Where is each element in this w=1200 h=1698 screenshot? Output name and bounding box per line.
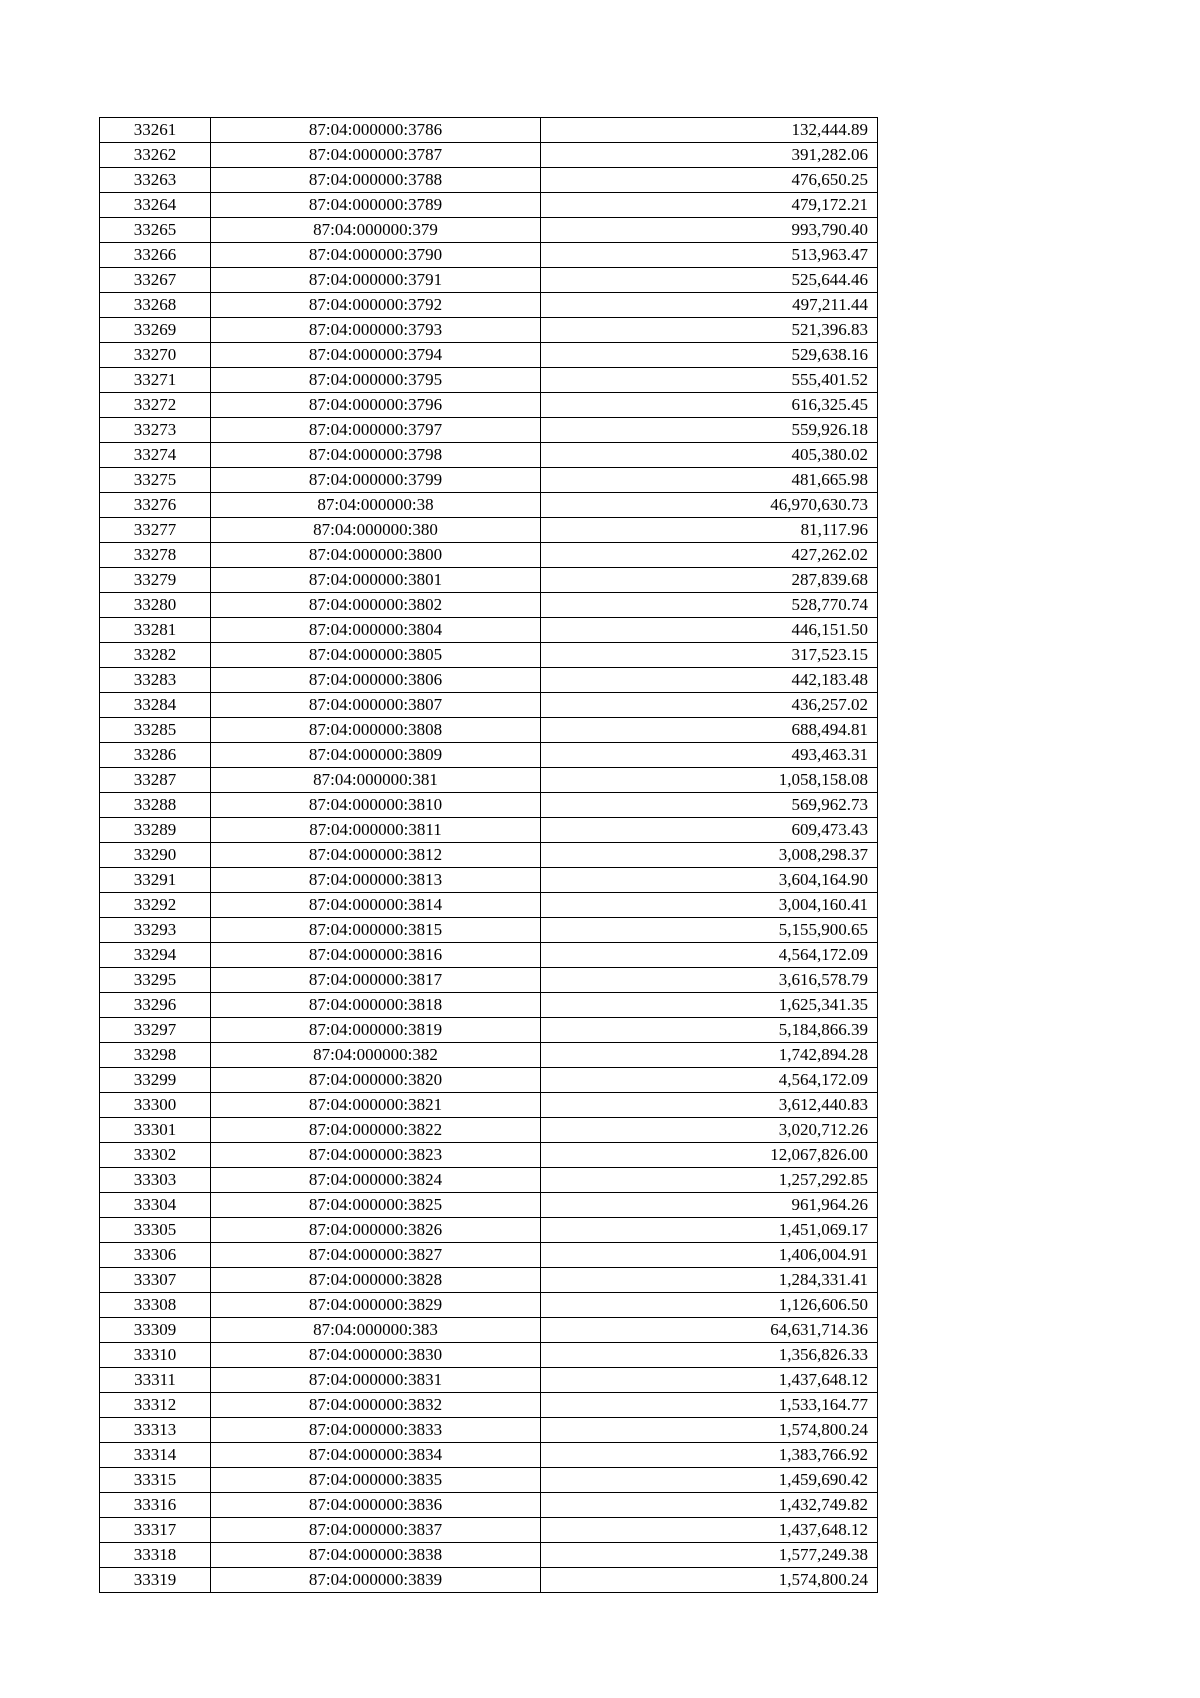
row-number-cell: 33288 bbox=[100, 793, 211, 818]
cadastral-value-cell: 1,533,164.77 bbox=[541, 1393, 878, 1418]
row-number-cell: 33270 bbox=[100, 343, 211, 368]
cadastral-number-cell: 87:04:000000:3836 bbox=[211, 1493, 541, 1518]
row-number-cell: 33280 bbox=[100, 593, 211, 618]
cadastral-value-cell: 81,117.96 bbox=[541, 518, 878, 543]
table-row bbox=[100, 643, 878, 668]
cadastral-number-cell: 87:04:000000:3796 bbox=[211, 393, 541, 418]
table-row bbox=[100, 1368, 878, 1393]
cadastral-value-cell: 3,008,298.37 bbox=[541, 843, 878, 868]
cadastral-value-cell: 405,380.02 bbox=[541, 443, 878, 468]
table-row bbox=[100, 818, 878, 843]
row-number-cell: 33275 bbox=[100, 468, 211, 493]
cadastral-value-table bbox=[99, 117, 878, 1593]
table-row bbox=[100, 1143, 878, 1168]
row-number-cell: 33299 bbox=[100, 1068, 211, 1093]
cadastral-value-cell: 476,650.25 bbox=[541, 168, 878, 193]
cadastral-number-cell: 87:04:000000:3815 bbox=[211, 918, 541, 943]
cadastral-number-cell: 87:04:000000:3833 bbox=[211, 1418, 541, 1443]
row-number-cell: 33294 bbox=[100, 943, 211, 968]
cadastral-number-cell: 87:04:000000:38 bbox=[211, 493, 541, 518]
cadastral-value-cell: 1,625,341.35 bbox=[541, 993, 878, 1018]
row-number-cell: 33291 bbox=[100, 868, 211, 893]
cadastral-value-cell: 1,742,894.28 bbox=[541, 1043, 878, 1068]
cadastral-value-cell: 132,444.89 bbox=[541, 118, 878, 143]
cadastral-number-cell: 87:04:000000:3821 bbox=[211, 1093, 541, 1118]
table-row bbox=[100, 1518, 878, 1543]
row-number-cell: 33268 bbox=[100, 293, 211, 318]
cadastral-number-cell: 87:04:000000:3798 bbox=[211, 443, 541, 468]
table-row bbox=[100, 1043, 878, 1068]
table-row bbox=[100, 468, 878, 493]
cadastral-number-cell: 87:04:000000:3810 bbox=[211, 793, 541, 818]
cadastral-number-cell: 87:04:000000:3838 bbox=[211, 1543, 541, 1568]
table-row bbox=[100, 618, 878, 643]
row-number-cell: 33311 bbox=[100, 1368, 211, 1393]
row-number-cell: 33283 bbox=[100, 668, 211, 693]
row-number-cell: 33305 bbox=[100, 1218, 211, 1243]
table-row bbox=[100, 1243, 878, 1268]
row-number-cell: 33278 bbox=[100, 543, 211, 568]
cadastral-number-cell: 87:04:000000:3814 bbox=[211, 893, 541, 918]
row-number-cell: 33304 bbox=[100, 1193, 211, 1218]
table-row bbox=[100, 943, 878, 968]
cadastral-value-cell: 529,638.16 bbox=[541, 343, 878, 368]
table-row bbox=[100, 518, 878, 543]
cadastral-number-cell: 87:04:000000:3816 bbox=[211, 943, 541, 968]
table-row bbox=[100, 1218, 878, 1243]
cadastral-value-cell: 481,665.98 bbox=[541, 468, 878, 493]
cadastral-number-cell: 87:04:000000:3786 bbox=[211, 118, 541, 143]
row-number-cell: 33307 bbox=[100, 1268, 211, 1293]
table-row bbox=[100, 1193, 878, 1218]
cadastral-value-cell: 5,155,900.65 bbox=[541, 918, 878, 943]
cadastral-value-cell: 521,396.83 bbox=[541, 318, 878, 343]
table-row bbox=[100, 1543, 878, 1568]
cadastral-value-cell: 1,432,749.82 bbox=[541, 1493, 878, 1518]
row-number-cell: 33316 bbox=[100, 1493, 211, 1518]
cadastral-number-cell: 87:04:000000:3806 bbox=[211, 668, 541, 693]
cadastral-value-cell: 1,284,331.41 bbox=[541, 1268, 878, 1293]
cadastral-value-cell: 479,172.21 bbox=[541, 193, 878, 218]
table-row bbox=[100, 1093, 878, 1118]
cadastral-value-cell: 497,211.44 bbox=[541, 293, 878, 318]
row-number-cell: 33314 bbox=[100, 1443, 211, 1468]
row-number-cell: 33284 bbox=[100, 693, 211, 718]
cadastral-number-cell: 87:04:000000:3793 bbox=[211, 318, 541, 343]
cadastral-number-cell: 87:04:000000:3829 bbox=[211, 1293, 541, 1318]
table-body bbox=[100, 118, 878, 1593]
row-number-cell: 33298 bbox=[100, 1043, 211, 1068]
table-row bbox=[100, 1168, 878, 1193]
table-row bbox=[100, 1318, 878, 1343]
row-number-cell: 33264 bbox=[100, 193, 211, 218]
table-row bbox=[100, 1068, 878, 1093]
row-number-cell: 33313 bbox=[100, 1418, 211, 1443]
table-row bbox=[100, 368, 878, 393]
cadastral-number-cell: 87:04:000000:3826 bbox=[211, 1218, 541, 1243]
cadastral-number-cell: 87:04:000000:3828 bbox=[211, 1268, 541, 1293]
row-number-cell: 33292 bbox=[100, 893, 211, 918]
cadastral-number-cell: 87:04:000000:3802 bbox=[211, 593, 541, 618]
cadastral-number-cell: 87:04:000000:3822 bbox=[211, 1118, 541, 1143]
cadastral-number-cell: 87:04:000000:3800 bbox=[211, 543, 541, 568]
row-number-cell: 33308 bbox=[100, 1293, 211, 1318]
cadastral-value-cell: 436,257.02 bbox=[541, 693, 878, 718]
cadastral-number-cell: 87:04:000000:3792 bbox=[211, 293, 541, 318]
row-number-cell: 33267 bbox=[100, 268, 211, 293]
cadastral-value-cell: 993,790.40 bbox=[541, 218, 878, 243]
table-row bbox=[100, 568, 878, 593]
table-row bbox=[100, 493, 878, 518]
row-number-cell: 33266 bbox=[100, 243, 211, 268]
cadastral-value-cell: 427,262.02 bbox=[541, 543, 878, 568]
cadastral-number-cell: 87:04:000000:3789 bbox=[211, 193, 541, 218]
table-row bbox=[100, 318, 878, 343]
cadastral-value-cell: 1,451,069.17 bbox=[541, 1218, 878, 1243]
cadastral-number-cell: 87:04:000000:379 bbox=[211, 218, 541, 243]
table-row bbox=[100, 743, 878, 768]
cadastral-value-cell: 1,574,800.24 bbox=[541, 1418, 878, 1443]
cadastral-value-cell: 569,962.73 bbox=[541, 793, 878, 818]
row-number-cell: 33297 bbox=[100, 1018, 211, 1043]
cadastral-value-cell: 525,644.46 bbox=[541, 268, 878, 293]
cadastral-value-cell: 1,406,004.91 bbox=[541, 1243, 878, 1268]
row-number-cell: 33290 bbox=[100, 843, 211, 868]
row-number-cell: 33293 bbox=[100, 918, 211, 943]
cadastral-number-cell: 87:04:000000:3809 bbox=[211, 743, 541, 768]
cadastral-value-cell: 12,067,826.00 bbox=[541, 1143, 878, 1168]
cadastral-value-cell: 1,356,826.33 bbox=[541, 1343, 878, 1368]
cadastral-value-cell: 1,257,292.85 bbox=[541, 1168, 878, 1193]
cadastral-value-cell: 3,004,160.41 bbox=[541, 893, 878, 918]
cadastral-value-cell: 688,494.81 bbox=[541, 718, 878, 743]
cadastral-number-cell: 87:04:000000:3795 bbox=[211, 368, 541, 393]
row-number-cell: 33315 bbox=[100, 1468, 211, 1493]
row-number-cell: 33281 bbox=[100, 618, 211, 643]
cadastral-value-cell: 961,964.26 bbox=[541, 1193, 878, 1218]
cadastral-value-cell: 317,523.15 bbox=[541, 643, 878, 668]
table-row bbox=[100, 593, 878, 618]
cadastral-value-cell: 1,437,648.12 bbox=[541, 1518, 878, 1543]
row-number-cell: 33310 bbox=[100, 1343, 211, 1368]
table-row bbox=[100, 1293, 878, 1318]
cadastral-number-cell: 87:04:000000:3817 bbox=[211, 968, 541, 993]
row-number-cell: 33312 bbox=[100, 1393, 211, 1418]
table-row bbox=[100, 768, 878, 793]
table-row bbox=[100, 918, 878, 943]
row-number-cell: 33295 bbox=[100, 968, 211, 993]
table-row bbox=[100, 993, 878, 1018]
table-row bbox=[100, 718, 878, 743]
row-number-cell: 33286 bbox=[100, 743, 211, 768]
cadastral-value-cell: 616,325.45 bbox=[541, 393, 878, 418]
table-row bbox=[100, 1393, 878, 1418]
row-number-cell: 33296 bbox=[100, 993, 211, 1018]
table-row bbox=[100, 168, 878, 193]
row-number-cell: 33306 bbox=[100, 1243, 211, 1268]
table-row bbox=[100, 868, 878, 893]
cadastral-value-cell: 1,459,690.42 bbox=[541, 1468, 878, 1493]
row-number-cell: 33269 bbox=[100, 318, 211, 343]
row-number-cell: 33261 bbox=[100, 118, 211, 143]
table-row bbox=[100, 193, 878, 218]
cadastral-value-cell: 64,631,714.36 bbox=[541, 1318, 878, 1343]
cadastral-number-cell: 87:04:000000:3813 bbox=[211, 868, 541, 893]
cadastral-number-cell: 87:04:000000:3804 bbox=[211, 618, 541, 643]
table-row bbox=[100, 843, 878, 868]
cadastral-number-cell: 87:04:000000:383 bbox=[211, 1318, 541, 1343]
cadastral-number-cell: 87:04:000000:3825 bbox=[211, 1193, 541, 1218]
row-number-cell: 33262 bbox=[100, 143, 211, 168]
row-number-cell: 33300 bbox=[100, 1093, 211, 1118]
cadastral-value-cell: 513,963.47 bbox=[541, 243, 878, 268]
cadastral-value-cell: 3,612,440.83 bbox=[541, 1093, 878, 1118]
cadastral-number-cell: 87:04:000000:3839 bbox=[211, 1568, 541, 1593]
cadastral-value-cell: 555,401.52 bbox=[541, 368, 878, 393]
cadastral-value-cell: 559,926.18 bbox=[541, 418, 878, 443]
table-row bbox=[100, 893, 878, 918]
cadastral-value-cell: 1,577,249.38 bbox=[541, 1543, 878, 1568]
cadastral-value-cell: 3,604,164.90 bbox=[541, 868, 878, 893]
cadastral-value-cell: 3,616,578.79 bbox=[541, 968, 878, 993]
cadastral-value-cell: 528,770.74 bbox=[541, 593, 878, 618]
row-number-cell: 33263 bbox=[100, 168, 211, 193]
row-number-cell: 33287 bbox=[100, 768, 211, 793]
cadastral-number-cell: 87:04:000000:3827 bbox=[211, 1243, 541, 1268]
table-row bbox=[100, 1418, 878, 1443]
row-number-cell: 33301 bbox=[100, 1118, 211, 1143]
table-row bbox=[100, 1268, 878, 1293]
table-row bbox=[100, 668, 878, 693]
row-number-cell: 33277 bbox=[100, 518, 211, 543]
row-number-cell: 33276 bbox=[100, 493, 211, 518]
cadastral-value-cell: 442,183.48 bbox=[541, 668, 878, 693]
cadastral-number-cell: 87:04:000000:3818 bbox=[211, 993, 541, 1018]
table-row bbox=[100, 218, 878, 243]
cadastral-number-cell: 87:04:000000:3832 bbox=[211, 1393, 541, 1418]
cadastral-value-cell: 4,564,172.09 bbox=[541, 943, 878, 968]
cadastral-number-cell: 87:04:000000:3837 bbox=[211, 1518, 541, 1543]
row-number-cell: 33273 bbox=[100, 418, 211, 443]
cadastral-number-cell: 87:04:000000:3834 bbox=[211, 1443, 541, 1468]
cadastral-number-cell: 87:04:000000:3811 bbox=[211, 818, 541, 843]
cadastral-number-cell: 87:04:000000:380 bbox=[211, 518, 541, 543]
table-row bbox=[100, 268, 878, 293]
table-row bbox=[100, 1118, 878, 1143]
row-number-cell: 33303 bbox=[100, 1168, 211, 1193]
table-row bbox=[100, 143, 878, 168]
cadastral-number-cell: 87:04:000000:3824 bbox=[211, 1168, 541, 1193]
table-row bbox=[100, 243, 878, 268]
row-number-cell: 33318 bbox=[100, 1543, 211, 1568]
row-number-cell: 33271 bbox=[100, 368, 211, 393]
cadastral-number-cell: 87:04:000000:3790 bbox=[211, 243, 541, 268]
row-number-cell: 33282 bbox=[100, 643, 211, 668]
row-number-cell: 33317 bbox=[100, 1518, 211, 1543]
row-number-cell: 33285 bbox=[100, 718, 211, 743]
table-row bbox=[100, 693, 878, 718]
cadastral-number-cell: 87:04:000000:382 bbox=[211, 1043, 541, 1068]
cadastral-number-cell: 87:04:000000:3820 bbox=[211, 1068, 541, 1093]
cadastral-value-cell: 1,126,606.50 bbox=[541, 1293, 878, 1318]
table-row bbox=[100, 343, 878, 368]
row-number-cell: 33319 bbox=[100, 1568, 211, 1593]
row-number-cell: 33272 bbox=[100, 393, 211, 418]
cadastral-value-cell: 1,574,800.24 bbox=[541, 1568, 878, 1593]
cadastral-value-cell: 391,282.06 bbox=[541, 143, 878, 168]
cadastral-number-cell: 87:04:000000:3807 bbox=[211, 693, 541, 718]
cadastral-number-cell: 87:04:000000:3830 bbox=[211, 1343, 541, 1368]
table-row bbox=[100, 968, 878, 993]
cadastral-value-cell: 46,970,630.73 bbox=[541, 493, 878, 518]
cadastral-value-cell: 1,383,766.92 bbox=[541, 1443, 878, 1468]
row-number-cell: 33302 bbox=[100, 1143, 211, 1168]
table-row bbox=[100, 1343, 878, 1368]
table-row bbox=[100, 418, 878, 443]
cadastral-value-cell: 4,564,172.09 bbox=[541, 1068, 878, 1093]
cadastral-value-cell: 3,020,712.26 bbox=[541, 1118, 878, 1143]
table-row bbox=[100, 393, 878, 418]
cadastral-number-cell: 87:04:000000:3835 bbox=[211, 1468, 541, 1493]
cadastral-number-cell: 87:04:000000:3788 bbox=[211, 168, 541, 193]
table-row bbox=[100, 1493, 878, 1518]
cadastral-number-cell: 87:04:000000:3794 bbox=[211, 343, 541, 368]
table-row bbox=[100, 543, 878, 568]
cadastral-number-cell: 87:04:000000:3787 bbox=[211, 143, 541, 168]
table-row bbox=[100, 1018, 878, 1043]
row-number-cell: 33274 bbox=[100, 443, 211, 468]
table-row bbox=[100, 1568, 878, 1593]
row-number-cell: 33289 bbox=[100, 818, 211, 843]
cadastral-number-cell: 87:04:000000:381 bbox=[211, 768, 541, 793]
cadastral-number-cell: 87:04:000000:3801 bbox=[211, 568, 541, 593]
row-number-cell: 33265 bbox=[100, 218, 211, 243]
cadastral-value-cell: 287,839.68 bbox=[541, 568, 878, 593]
table-row bbox=[100, 443, 878, 468]
table-row bbox=[100, 1443, 878, 1468]
cadastral-number-cell: 87:04:000000:3812 bbox=[211, 843, 541, 868]
cadastral-number-cell: 87:04:000000:3799 bbox=[211, 468, 541, 493]
cadastral-number-cell: 87:04:000000:3823 bbox=[211, 1143, 541, 1168]
cadastral-number-cell: 87:04:000000:3797 bbox=[211, 418, 541, 443]
cadastral-value-cell: 1,058,158.08 bbox=[541, 768, 878, 793]
cadastral-value-cell: 1,437,648.12 bbox=[541, 1368, 878, 1393]
cadastral-number-cell: 87:04:000000:3808 bbox=[211, 718, 541, 743]
cadastral-number-cell: 87:04:000000:3805 bbox=[211, 643, 541, 668]
table-row bbox=[100, 118, 878, 143]
cadastral-value-cell: 493,463.31 bbox=[541, 743, 878, 768]
table-row bbox=[100, 293, 878, 318]
cadastral-number-cell: 87:04:000000:3831 bbox=[211, 1368, 541, 1393]
cadastral-value-cell: 5,184,866.39 bbox=[541, 1018, 878, 1043]
cadastral-number-cell: 87:04:000000:3819 bbox=[211, 1018, 541, 1043]
table-row bbox=[100, 793, 878, 818]
cadastral-value-cell: 446,151.50 bbox=[541, 618, 878, 643]
cadastral-number-cell: 87:04:000000:3791 bbox=[211, 268, 541, 293]
row-number-cell: 33279 bbox=[100, 568, 211, 593]
row-number-cell: 33309 bbox=[100, 1318, 211, 1343]
cadastral-value-cell: 609,473.43 bbox=[541, 818, 878, 843]
table-row bbox=[100, 1468, 878, 1493]
